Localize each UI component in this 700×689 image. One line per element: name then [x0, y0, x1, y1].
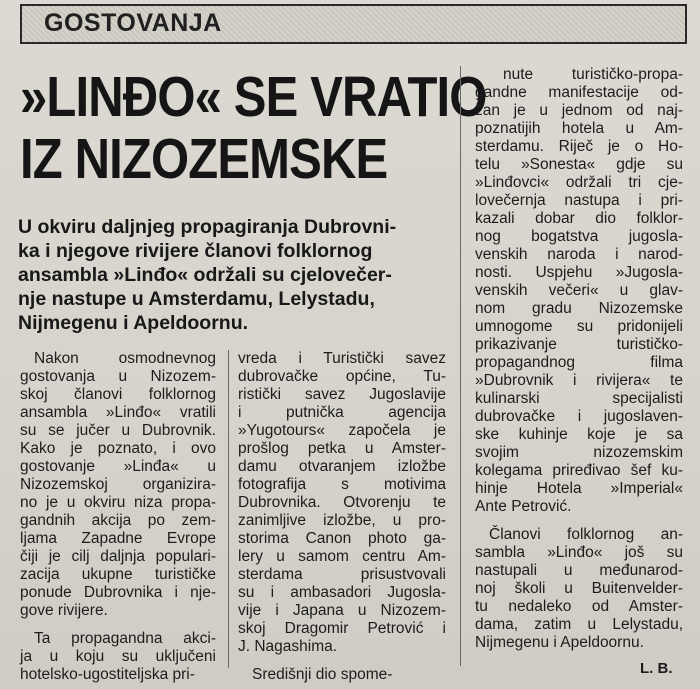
text-line: nom gradu Nizozemske — [475, 300, 683, 317]
text-line: skoj Dragomir Petrović i — [238, 620, 446, 637]
text-line: ristički savez Jugoslavije — [238, 386, 446, 403]
text-line: gostovanje »Linđa« u — [20, 458, 216, 475]
text-line: gandnih akcija po zem- — [20, 512, 216, 529]
text-line: svojim nizozemskim — [475, 444, 683, 461]
text-line: Kako je poznato, i ovo — [20, 440, 216, 457]
column-divider — [460, 66, 461, 666]
author-signature: L. B. — [640, 660, 673, 677]
text-line: zacija ukupne turističke — [20, 566, 216, 583]
text-line: prikazivanje turističko- — [475, 336, 683, 353]
text-line: »Linđovci« održali tri cje- — [475, 174, 683, 191]
text-line: lovečernja nastupa i pri- — [475, 192, 683, 209]
article-column-2 — [238, 350, 446, 684]
text-line: damu otvaranjem izložbe — [238, 458, 446, 475]
paragraph-gap — [475, 516, 683, 526]
text-line: ponude Dubrovnika i nje- — [20, 584, 216, 601]
text-line: vije i Japana u Nizozem- — [238, 602, 446, 619]
text-line: J. Nagashima. — [238, 638, 338, 655]
text-line: i putnička agencija — [238, 404, 446, 421]
text-line: nute turističko-propa- — [503, 66, 683, 83]
text-line: Članovi folklornog an- — [489, 526, 683, 543]
text-line: nog bogatstva jugosla- — [475, 228, 683, 245]
text-line: prošlog petka u Amster- — [238, 440, 446, 457]
headline-line: »LINĐO« SE VRATIO — [20, 65, 487, 129]
headline-line: IZ NIZOZEMSKE — [20, 127, 388, 191]
text-line: čiji je cilj daljnja populari- — [20, 548, 216, 565]
text-line: zanimljive izložbe, u pro- — [238, 512, 446, 529]
section-label: GOSTOVANJA — [44, 9, 222, 37]
text-line: su i ambasadori Jugosla- — [238, 584, 446, 601]
text-line: sterdamu. Riječ je o Ho- — [475, 138, 683, 155]
text-line: Središnji dio spome- — [252, 666, 393, 683]
text-line: su se jučer u Dubrovnik. — [20, 422, 216, 439]
text-line: skoj članovi folklornog — [20, 386, 216, 403]
text-line: ja u koju su uključeni — [20, 648, 216, 665]
text-line: lery u samom centru Am- — [238, 548, 446, 565]
text-line: nje nastupe u Amsterdamu, Lelystadu, — [18, 288, 375, 310]
text-line: ansambla »Linđo« vratili — [20, 404, 216, 421]
text-line: umnogome su pridonijeli — [475, 318, 683, 335]
lead-paragraph — [18, 215, 448, 335]
column-divider — [228, 350, 229, 668]
text-line: žan je u jednom od naj- — [475, 102, 683, 119]
text-line: kazali dobar dio folklor- — [475, 210, 683, 227]
text-line: Ta propagandna akci- — [34, 630, 216, 647]
text-line: Nijmegenu i Apeldoornu. — [18, 312, 249, 334]
text-line: gove rivijere. — [20, 602, 108, 619]
text-line: gostovanja u Nizozem- — [20, 368, 216, 385]
text-line: ske kuhinje koje je sa — [475, 426, 683, 443]
text-line: U okviru daljnjeg propagiranja Dubrovni- — [18, 216, 397, 238]
text-line: venskih večeri« u glav- — [475, 282, 683, 299]
text-line: dama, zatim u Lelystadu, — [475, 616, 683, 633]
text-line: hotelsko-ugostiteljska pri- — [20, 666, 195, 683]
text-line: poznatijih hotela u Am- — [475, 120, 683, 137]
text-line: vreda i Turistički savez — [238, 350, 446, 367]
headline — [20, 65, 487, 191]
text-line: sterdama prisustvovali — [238, 566, 446, 583]
text-line: hinje Hotela »Imperial« — [475, 480, 683, 497]
text-line: propagandnog filma — [475, 354, 683, 371]
text-line: noj školi u Buitenvelder- — [475, 580, 683, 597]
text-line: Nijmegenu i Apeldoornu. — [475, 634, 644, 651]
text-line: dubrovačke i jugoslaven- — [475, 408, 683, 425]
paragraph-gap — [20, 620, 216, 630]
text-line: nastupali u međunarod- — [475, 562, 683, 579]
text-line: storima Canon photo ga- — [238, 530, 446, 547]
text-line: nosti. Uspjehu »Jugosla- — [475, 264, 683, 281]
text-line: »Yugotours« započela je — [238, 422, 446, 439]
paragraph-gap — [238, 656, 446, 666]
text-line: kolegama priređivao šef ku- — [475, 462, 683, 479]
text-line: dubrovačke općine, Tu- — [238, 368, 446, 385]
text-line: venskih naroda i narod- — [475, 246, 683, 263]
text-line: Nakon osmodnevnog — [34, 350, 216, 367]
text-line: ljama Zapadne Evrope — [20, 530, 216, 547]
text-line: sambla »Linđo« još su — [475, 544, 683, 561]
text-line: telu »Sonesta« gdje su — [475, 156, 683, 173]
text-line: ka i njegove rivijere članovi folklornog — [18, 240, 373, 262]
text-line: Ante Petrović. — [475, 498, 572, 515]
text-line: tu nedaleko od Amster- — [475, 598, 683, 615]
article-column-1 — [20, 350, 216, 684]
text-line: fotografija s motivima — [238, 476, 446, 493]
text-line: no je u okviru niza propa- — [20, 494, 216, 511]
text-line: Dubrovnika. Otvorenju te — [238, 494, 446, 511]
text-line: »Dubrovnik i rivijera« te — [475, 372, 683, 389]
text-line: Nizozemskoj organizira- — [20, 476, 216, 493]
article-column-3 — [475, 66, 683, 652]
text-line: ansambla »Linđo« održali su cjelovečer- — [18, 264, 392, 286]
text-line: kulinarski specijalisti — [475, 390, 683, 407]
text-line: gandne manifestacije od- — [475, 84, 683, 101]
